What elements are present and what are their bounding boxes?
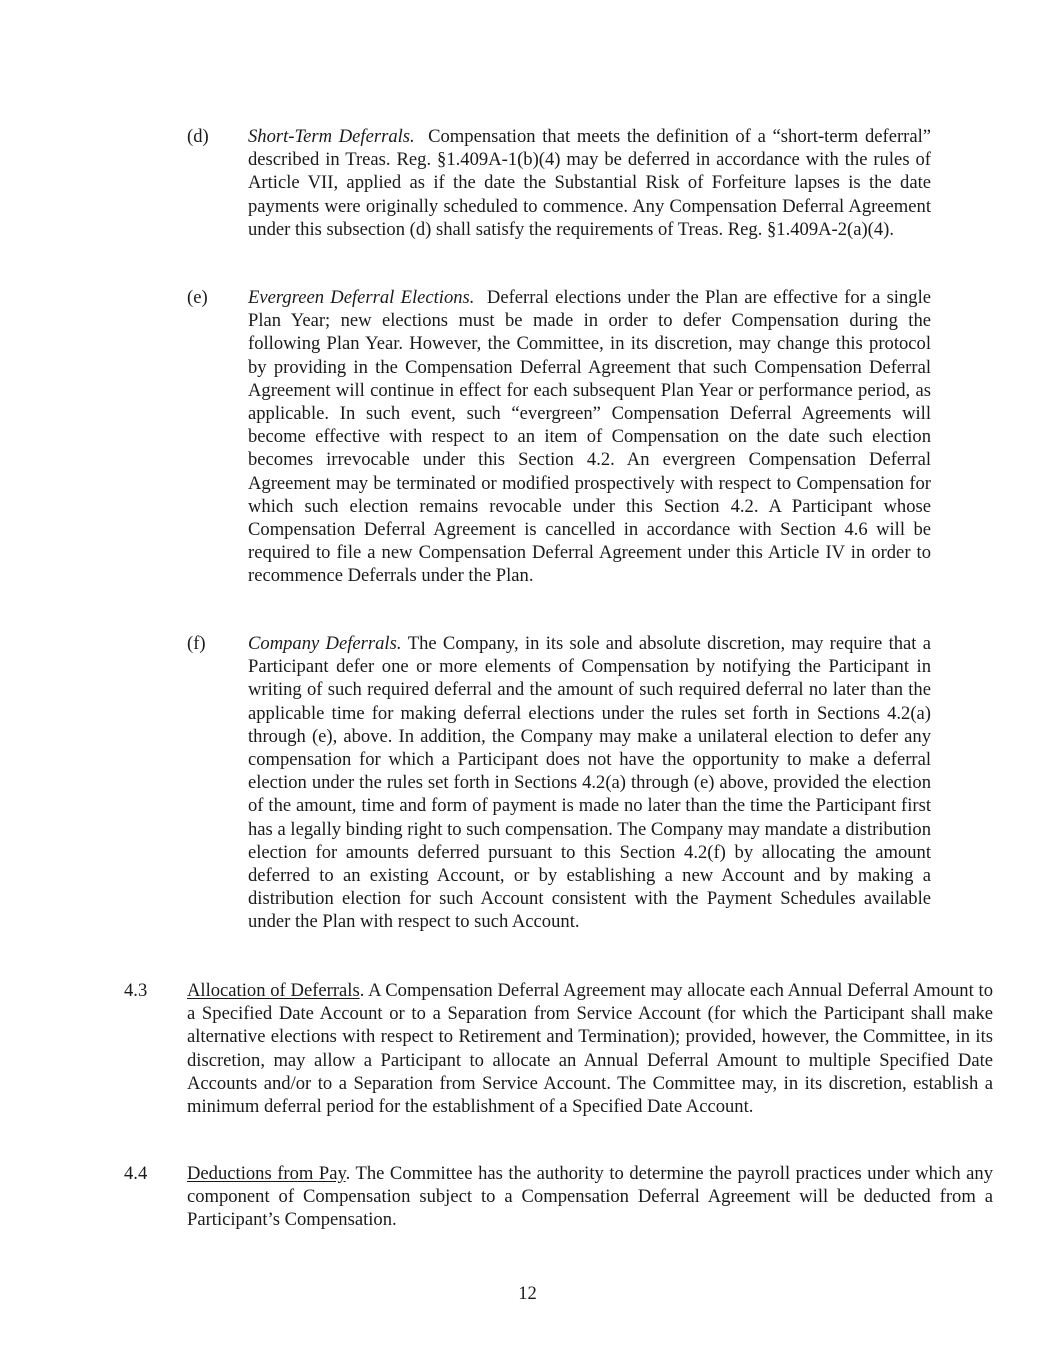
- section-text: . A Compensation Deferral Agreement may allocate each Annual Deferral Amount to a Specified Date Account or to a Separation from Service Account (for which the Participant shall make alternative elections with respect to Retirement and Termination); provided, however, the Committee, in its discretion, may allow a Participant to allocate an Annual Deferral Amount to multiple Specified Date Accounts and/or to a Separation from Service Account. The Committee may, in its discretion, establish a minimum deferral period for the establishment of a Specified Date Account.: [187, 980, 993, 1118]
- subsection-heading: Evergreen Deferral Elections.: [248, 287, 475, 308]
- subsection-heading: Company Deferrals.: [248, 633, 402, 654]
- section-heading: Deductions from Pay: [187, 1163, 346, 1184]
- subsection-label: (f): [187, 633, 206, 654]
- section-number: 4.4: [124, 1163, 148, 1184]
- subsection-body: [248, 125, 931, 241]
- subsection-label: (d): [187, 126, 209, 147]
- subsection-body: [248, 286, 931, 588]
- page-number: 12: [518, 1283, 537, 1304]
- section-body: [187, 979, 993, 1118]
- section-number: 4.3: [124, 980, 148, 1001]
- section-body: [187, 1162, 993, 1232]
- subsection-text: Deferral elections under the Plan are effective for a single Plan Year; new elections must be made in order to defer Compensation during the following Plan Year. However, the Committee, in its discretion, may change this protocol by providing in the Compensation Deferral Agreement that such Compensation Deferral Agreement will continue in effect for each subsequent Plan Year or performance period, as applicable. In such event, such “evergreen” Compensation Deferral Agreements will become effective with respect to an item of Compensation on the date such election becomes irrevocable under this Section 4.2. An evergreen Compensation Deferral Agreement may be terminated or modified prospectively with respect to Compensation for which such election remains revocable under this Section 4.2. A Participant whose Compensation Deferral Agreement is cancelled in accordance with Section 4.6 will be required to file a new Compensation Deferral Agreement under this Article IV in order to recommence Deferrals under the Plan.: [248, 287, 931, 587]
- subsection-text: The Company, in its sole and absolute discretion, may require that a Participant defer one or more elements of Compensation by notifying the Participant in writing of such required deferral and the amount of such required deferral no later than the applicable time for making deferral elections under the rules set forth in Sections 4.2(a) through (e), above. In addition, the Company may make a unilateral election to defer any compensation for which a Participant does not have the opportunity to make a deferral election under the rules set forth in Sections 4.2(a) through (e) above, provided the election of the amount, time and form of payment is made no later than the time the Participant first has a legally binding right to such compensation. The Company may mandate a distribution election for amounts deferred pursuant to this Section 4.2(f) by allocating the amount deferred to an existing Account, or by establishing a new Account and by making a distribution election for such Account consistent with the Payment Schedules available under the Plan with respect to such Account.: [248, 633, 931, 933]
- section-heading: Allocation of Deferrals: [187, 980, 360, 1001]
- subsection-body: [248, 632, 931, 934]
- subsection-label: (e): [187, 287, 208, 308]
- subsection-heading: Short-Term Deferrals.: [248, 126, 415, 147]
- subsection-text: Compensation that meets the definition of a “short-term deferral” described in Treas. Reg. §1.409A-1(b)(4) may be deferred in accordance with the rules of Article VII, applied as if the date the Substantial Risk of Forfeiture lapses is the date payments were originally scheduled to commence. Any Compensation Deferral Agreement under this subsection (d) shall satisfy the requirements of Treas. Reg. §1.409A-2(a)(4).: [248, 126, 932, 240]
- section-text: . The Committee has the authority to determine the payroll practices under which any component of Compensation subject to a Compensation Deferral Agreement will be deducted from a Participant’s Compensation.: [187, 1163, 993, 1231]
